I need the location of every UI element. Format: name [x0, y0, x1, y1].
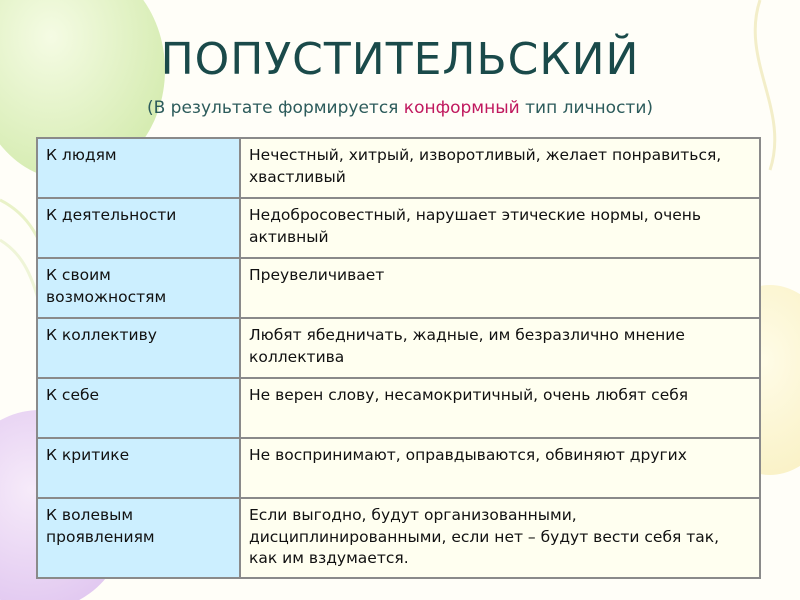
row-key: К критике — [37, 438, 240, 498]
row-key: К коллективу — [37, 318, 240, 378]
row-value: Не верен слову, несамокритичный, очень любят себя — [240, 378, 760, 438]
row-value: Преувеличивает — [240, 258, 760, 318]
subtitle-accent-word: конформный — [403, 98, 520, 118]
table-row — [37, 258, 760, 318]
page-subtitle — [0, 98, 800, 118]
row-value: Недобросовестный, нарушает этические нормы, очень активный — [240, 198, 760, 258]
traits-table — [36, 137, 761, 579]
subtitle-text-before: (В результате формируется — [146, 98, 404, 118]
row-key: К людям — [37, 138, 240, 198]
row-key: К своим возможностям — [37, 258, 240, 318]
row-value: Если выгодно, будут организованными, дисциплинированными, если нет – будут вести себя так, как им вздумается. — [240, 498, 760, 578]
row-value: Не воспринимают, оправдываются, обвиняют других — [240, 438, 760, 498]
row-key: К волевым проявлениям — [37, 498, 240, 578]
table-row — [37, 498, 760, 578]
table-row — [37, 138, 760, 198]
row-value: Нечестный, хитрый, изворотливый, желает понравиться, хвастливый — [240, 138, 760, 198]
table-row — [37, 378, 760, 438]
table-row — [37, 318, 760, 378]
table-row — [37, 438, 760, 498]
row-key: К деятельности — [37, 198, 240, 258]
row-value: Любят ябедничать, жадные, им безразлично мнение коллектива — [240, 318, 760, 378]
subtitle-text-after: тип личности) — [519, 98, 653, 118]
table-row — [37, 198, 760, 258]
row-key: К себе — [37, 378, 240, 438]
page-title: ПОПУСТИТЕЛЬСКИЙ — [160, 34, 640, 85]
